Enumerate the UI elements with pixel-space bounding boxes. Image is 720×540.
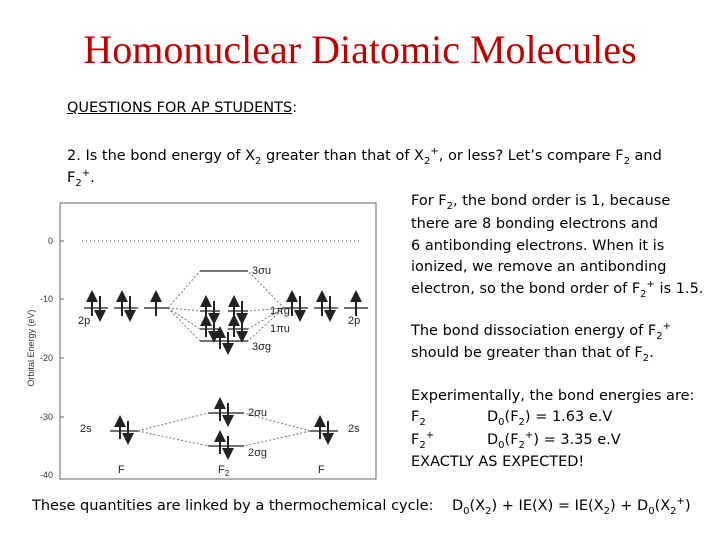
y-tick-label: -30	[39, 412, 53, 422]
experiment-value-f2-plus	[487, 429, 621, 451]
molecule-label	[218, 464, 230, 478]
prediction-text: The bond dissociation energy of F	[411, 323, 657, 339]
mo-label-1pg: 1πg	[270, 305, 290, 317]
ao-label-2p: 2p	[78, 315, 91, 327]
value-text: (F	[504, 432, 519, 448]
equation-text: )	[684, 498, 691, 514]
question-header: QUESTIONS FOR AP STUDENTS	[67, 100, 293, 116]
superscript: +	[81, 168, 91, 180]
y-tick-label: -40	[39, 470, 53, 480]
mo-label-3sg: 3σg	[252, 341, 272, 353]
equation-text: (X	[654, 498, 671, 514]
mo-label-2sg: 2σg	[248, 447, 268, 459]
experiment-intro: Experimentally, the bond energies are:	[411, 388, 695, 404]
subscript: 0	[498, 439, 505, 451]
subscript: 2	[670, 505, 677, 517]
explanation-text: , the bond order is 1, because	[452, 193, 671, 209]
question-text: greater than that of X	[261, 148, 424, 164]
subscript: 2	[518, 439, 525, 451]
superscript: +	[430, 146, 439, 158]
subscript: 2	[75, 177, 82, 189]
prediction-text: .	[649, 345, 654, 361]
y-tick-label: -20	[39, 353, 53, 363]
question-colon: :	[292, 100, 298, 116]
equation-text: (X	[469, 498, 486, 514]
mo-levels	[200, 271, 248, 446]
subscript: 0	[498, 416, 505, 428]
prediction-text: should be greater than that of F	[411, 345, 643, 361]
subscript: 2	[656, 330, 663, 342]
y-tick-label: -10	[39, 294, 53, 304]
slide-title: Homonuclear Diatomic Molecules	[83, 27, 637, 72]
subscript: 2	[423, 155, 431, 167]
subscript: 2	[518, 416, 525, 428]
explanation-line-4: ionized, we remove an antibonding	[411, 259, 667, 275]
question-line-2	[67, 167, 95, 189]
question-text: and	[629, 148, 662, 164]
species-label: F	[411, 409, 420, 425]
experiment-row-f2-plus	[411, 429, 434, 451]
prediction-line-1	[411, 320, 671, 342]
experiment-row-f2	[411, 406, 426, 428]
atom-label-left: F	[118, 464, 125, 476]
cycle-equation	[452, 495, 691, 517]
explanation-line-2: there are 8 bonding electrons and	[411, 216, 659, 232]
question-text: .	[90, 170, 95, 186]
atom-label-right: F	[318, 464, 325, 476]
value-text: D	[487, 409, 499, 425]
subscript: 2	[642, 352, 650, 364]
subscript: 2	[446, 200, 453, 212]
explanation-text: For F	[411, 193, 447, 209]
question-text: F	[67, 170, 76, 186]
subscript: 2	[419, 416, 426, 428]
electron-arrows	[92, 296, 356, 454]
superscript: +	[524, 430, 534, 442]
superscript: +	[676, 496, 685, 508]
mo-label-2su: 2σu	[248, 407, 268, 419]
question-header-line	[67, 97, 297, 119]
molecule-label-text: F	[218, 464, 225, 476]
superscript: +	[425, 430, 435, 442]
explanation-line-1	[411, 190, 670, 212]
subscript: 2	[419, 439, 426, 451]
explanation-text: is 1.5.	[654, 281, 704, 297]
y-axis-label: Orbital Energy (eV)	[26, 309, 36, 387]
cycle-text: These quantities are linked by a thermochemical cycle:	[32, 498, 434, 514]
explanation-text: electron, so the bond order of F	[411, 281, 641, 297]
subscript: 2	[255, 155, 262, 167]
superscript: +	[662, 321, 671, 333]
equation-text: D	[452, 498, 464, 514]
equation-text: ) + D	[610, 498, 649, 514]
subscript: 0	[648, 505, 655, 517]
correlation-lines	[138, 271, 310, 446]
explanation-line-5	[411, 278, 703, 300]
mo-label-3su: 3σu	[252, 265, 272, 277]
experiment-conclusion: EXACTLY AS EXPECTED!	[411, 454, 585, 470]
subscript: 2	[640, 288, 647, 300]
subscript: 0	[463, 505, 470, 517]
subscript: 2	[485, 505, 492, 517]
explanation-line-3: 6 antibonding electrons. When it is	[411, 238, 665, 254]
equation-text: ) + IE(X) = IE(X	[491, 498, 604, 514]
subscript: 2	[224, 469, 230, 478]
y-tick-label: 0	[47, 236, 53, 246]
subscript: 2	[603, 505, 610, 517]
mo-label-1pu: 1πu	[270, 323, 290, 335]
question-text: , or less? Let’s compare F	[438, 148, 624, 164]
value-text: ) = 3.35 e.V	[533, 432, 621, 448]
experiment-value-f2	[487, 406, 612, 428]
prediction-line-2	[411, 342, 654, 364]
ao-label-2s: 2s	[80, 423, 92, 435]
ao-label-2p-right: 2p	[348, 315, 361, 327]
mo-energy-diagram	[22, 198, 380, 483]
value-text: D	[487, 432, 499, 448]
question-line-1	[67, 145, 662, 167]
question-text: 2. Is the bond energy of X	[67, 148, 256, 164]
value-text: (F	[504, 409, 519, 425]
species-label: F	[411, 432, 420, 448]
value-text: ) = 1.63 e.V	[524, 409, 613, 425]
superscript: +	[646, 279, 655, 291]
subscript: 2	[623, 155, 630, 167]
ao-label-2s-right: 2s	[348, 423, 360, 435]
